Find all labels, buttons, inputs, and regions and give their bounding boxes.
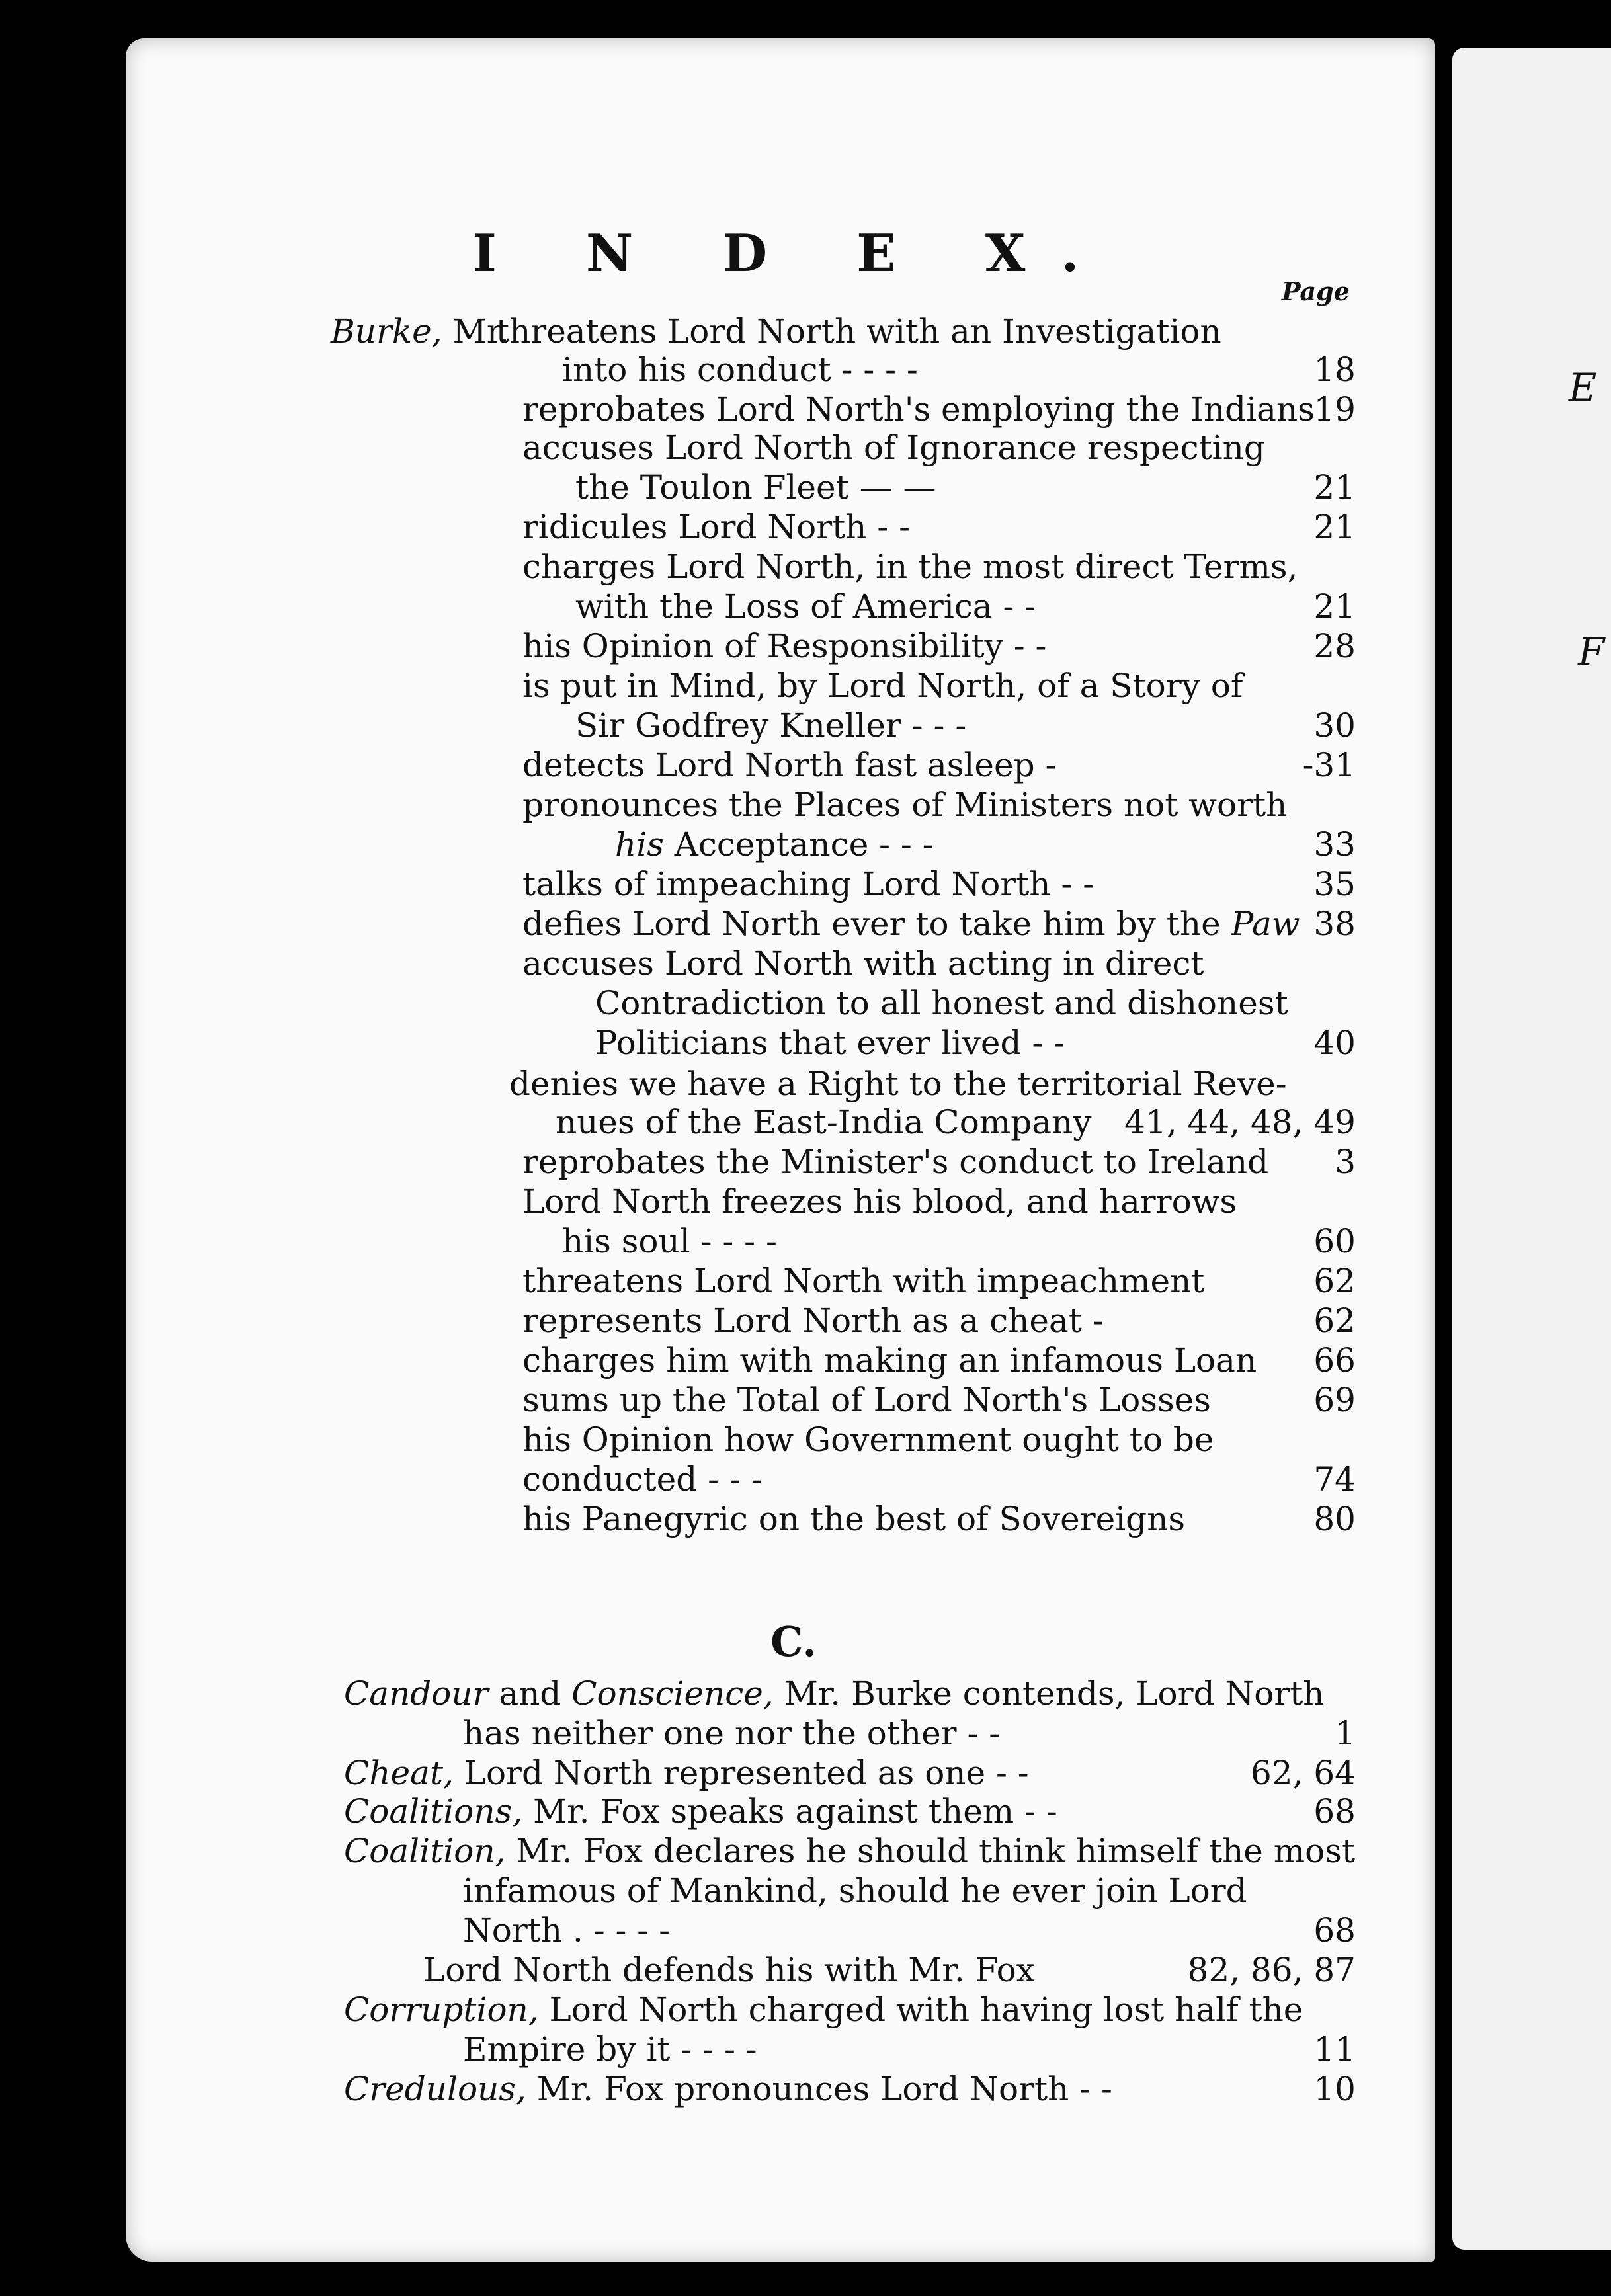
entry-text: Lord North defends his with Mr. Fox <box>423 1951 1035 1989</box>
index-entry <box>344 1990 1303 2029</box>
index-entry <box>522 865 1095 903</box>
page-column-label: Page <box>1282 276 1350 306</box>
index-entry <box>522 1460 763 1498</box>
entry-page-number: 21 <box>1313 468 1356 507</box>
entry-page-number: 18 <box>1313 350 1356 389</box>
entry-text: Lord North charged with having lost half the <box>538 1990 1303 2029</box>
index-page <box>126 38 1435 2262</box>
facing-page-fragment: E <box>1569 365 1597 410</box>
index-entry <box>463 1871 1247 1910</box>
entry-text: defies Lord North ever to take him by the <box>522 905 1221 943</box>
entry-page-number: 68 <box>1313 1911 1356 1949</box>
entry-text: reprobates Lord North's employing the Indians <box>522 390 1315 429</box>
entry-headword: Coalition, <box>344 1832 506 1870</box>
entry-text: Empire by it - - - - <box>463 2030 757 2069</box>
entry-page-number: 62, 64 <box>1250 1754 1356 1792</box>
entry-text: with the Loss of America - - <box>575 587 1036 626</box>
entry-page-number: 30 <box>1313 706 1356 745</box>
entry-text: conducted - - - <box>522 1460 763 1498</box>
facing-page-fragment: F <box>1578 630 1605 675</box>
entry-page-number: 19 <box>1313 390 1356 429</box>
index-entry <box>463 1911 670 1949</box>
entry-text: detects Lord North fast asleep - <box>522 746 1057 784</box>
entry-page-number: 40 <box>1313 1024 1356 1062</box>
entry-text: reprobates the Minister's conduct to Ireland <box>522 1143 1269 1181</box>
entry-text: pronounces the Places of Ministers not worth <box>522 786 1288 824</box>
section-heading-c: C. <box>770 1618 817 1666</box>
index-entry <box>344 1832 1356 1870</box>
entry-text: infamous of Mankind, should he ever join Lord <box>463 1871 1247 1910</box>
entry-page-number: 1 <box>1335 1714 1356 1752</box>
entry-text: charges Lord North, in the most direct Terms, <box>522 548 1298 586</box>
entry-page-number: 21 <box>1313 508 1356 546</box>
entry-page-number: 62 <box>1313 1301 1356 1340</box>
entry-italic-word: his <box>615 825 664 864</box>
entry-page-number: 11 <box>1313 2030 1356 2069</box>
entry-text: the Toulon Fleet — — <box>575 468 936 507</box>
index-entry <box>522 1182 1237 1221</box>
index-entry <box>522 1262 1205 1300</box>
page-title: I N D E X. <box>472 224 1115 284</box>
entry-page-number: 66 <box>1313 1341 1356 1379</box>
entry-text: Sir Godfrey Kneller - - - <box>575 706 967 745</box>
index-entry <box>562 1222 777 1260</box>
entry-text: Contradiction to all honest and dishonest <box>595 984 1288 1022</box>
entry-page-number: 38 <box>1313 905 1356 943</box>
index-entry <box>522 1420 1214 1459</box>
entry-text: Politicians that ever lived - - <box>595 1024 1065 1062</box>
index-entry <box>344 1792 1057 1830</box>
entry-page-number: 33 <box>1313 825 1356 864</box>
burke-heading <box>331 312 510 350</box>
entry-text: threatens Lord North with an Investigation <box>496 312 1221 350</box>
index-entry <box>575 468 936 507</box>
entry-headword: Conscience, <box>571 1674 774 1713</box>
entry-text: Mr. Fox declares he should think himself the most <box>505 1832 1356 1870</box>
index-entry <box>463 2030 757 2069</box>
index-entry <box>562 350 918 389</box>
index-entry <box>522 548 1298 586</box>
headword-title: Mr. <box>452 312 510 350</box>
index-entry <box>522 627 1047 665</box>
index-entry <box>522 944 1204 983</box>
entry-text: nues of the East-India Company <box>556 1103 1092 1141</box>
entry-text: charges him with making an infamous Loan <box>522 1341 1257 1379</box>
entry-page-number: 68 <box>1313 1792 1356 1830</box>
entry-text: Lord North represented as one - - <box>453 1754 1029 1792</box>
index-entry <box>522 390 1315 429</box>
entry-page-number: 41, 44, 48, 49 <box>1124 1103 1356 1141</box>
entry-text: accuses Lord North of Ignorance respecting <box>522 429 1265 467</box>
index-entry <box>423 1953 1035 1987</box>
index-entry <box>509 1065 1287 1103</box>
entry-page-number: 80 <box>1313 1500 1356 1538</box>
entry-text: his Opinion of Responsibility - - <box>522 627 1047 665</box>
entry-page-number: 21 <box>1313 587 1356 626</box>
index-entry <box>496 312 1221 350</box>
entry-page-number: 3 <box>1335 1143 1356 1181</box>
entry-page-number: 69 <box>1313 1381 1356 1419</box>
entry-page-number: -31 <box>1302 746 1356 784</box>
index-entry <box>463 1714 1001 1752</box>
index-entry <box>522 1143 1269 1181</box>
entry-page-number: 82, 86, 87 <box>1187 1951 1356 1989</box>
entry-text: Acceptance - - - <box>674 825 934 864</box>
entry-text: his Opinion how Government ought to be <box>522 1420 1214 1459</box>
index-entry <box>556 1103 1092 1141</box>
index-entry <box>344 2072 1112 2106</box>
index-entry <box>522 1301 1104 1340</box>
index-entry <box>522 508 910 546</box>
entry-text: denies we have a Right to the territorial Reve- <box>509 1065 1287 1103</box>
entry-page-number: 10 <box>1313 2070 1356 2108</box>
entry-headword: Credulous, <box>344 2070 526 2108</box>
entry-text: talks of impeaching Lord North - - <box>522 865 1095 903</box>
index-entry <box>595 984 1288 1022</box>
index-entry <box>615 825 934 864</box>
entry-text: his Panegyric on the best of Sovereigns <box>522 1500 1186 1538</box>
entry-text: has neither one nor the other - - <box>463 1714 1001 1752</box>
index-entry <box>595 1024 1065 1062</box>
entry-headword: Corruption, <box>344 1990 539 2029</box>
entry-text: threatens Lord North with impeachment <box>522 1262 1205 1300</box>
entry-page-number: 60 <box>1313 1222 1356 1260</box>
index-entry <box>575 587 1036 626</box>
index-entry <box>522 1381 1211 1419</box>
entry-headword: Candour <box>344 1674 489 1713</box>
entry-text: Mr. Fox speaks against them - - <box>522 1792 1057 1830</box>
entry-text: his soul - - - - <box>562 1222 777 1260</box>
index-entry <box>522 429 1265 467</box>
entry-text: into his conduct - - - - <box>562 350 918 389</box>
facing-page-edge <box>1452 48 1611 2250</box>
index-entry <box>575 706 967 745</box>
entry-page-number: 35 <box>1313 865 1356 903</box>
index-entry <box>522 905 1300 943</box>
entry-text: ridicules Lord North - - <box>522 508 910 546</box>
index-entry <box>522 746 1057 784</box>
entry-page-number: 28 <box>1313 627 1356 665</box>
entry-text: sums up the Total of Lord North's Losses <box>522 1381 1211 1419</box>
entry-text: Mr. Burke contends, Lord North <box>773 1674 1325 1713</box>
entry-italic-word: Paw <box>1231 905 1300 943</box>
entry-text: North . - - - - <box>463 1911 670 1949</box>
entry-headword: Coalitions, <box>344 1792 523 1830</box>
entry-text: is put in Mind, by Lord North, of a Story of <box>522 667 1243 705</box>
entry-connector: and <box>488 1674 572 1713</box>
entry-headword: Cheat, <box>344 1754 454 1792</box>
entry-text: accuses Lord North with acting in direct <box>522 944 1204 983</box>
index-entry <box>522 786 1288 824</box>
index-entry <box>522 1502 1185 1536</box>
index-entry <box>344 1754 1029 1792</box>
entry-text: Mr. Fox pronounces Lord North - - <box>526 2070 1112 2108</box>
headword-burke: Burke, <box>331 312 442 350</box>
entry-page-number: 62 <box>1313 1262 1356 1300</box>
entry-page-number: 74 <box>1313 1460 1356 1498</box>
entry-text: Lord North freezes his blood, and harrows <box>522 1182 1237 1221</box>
index-entry <box>522 667 1243 705</box>
entry-text: represents Lord North as a cheat - <box>522 1301 1104 1340</box>
index-entry <box>522 1341 1257 1379</box>
index-entry <box>344 1674 1325 1713</box>
